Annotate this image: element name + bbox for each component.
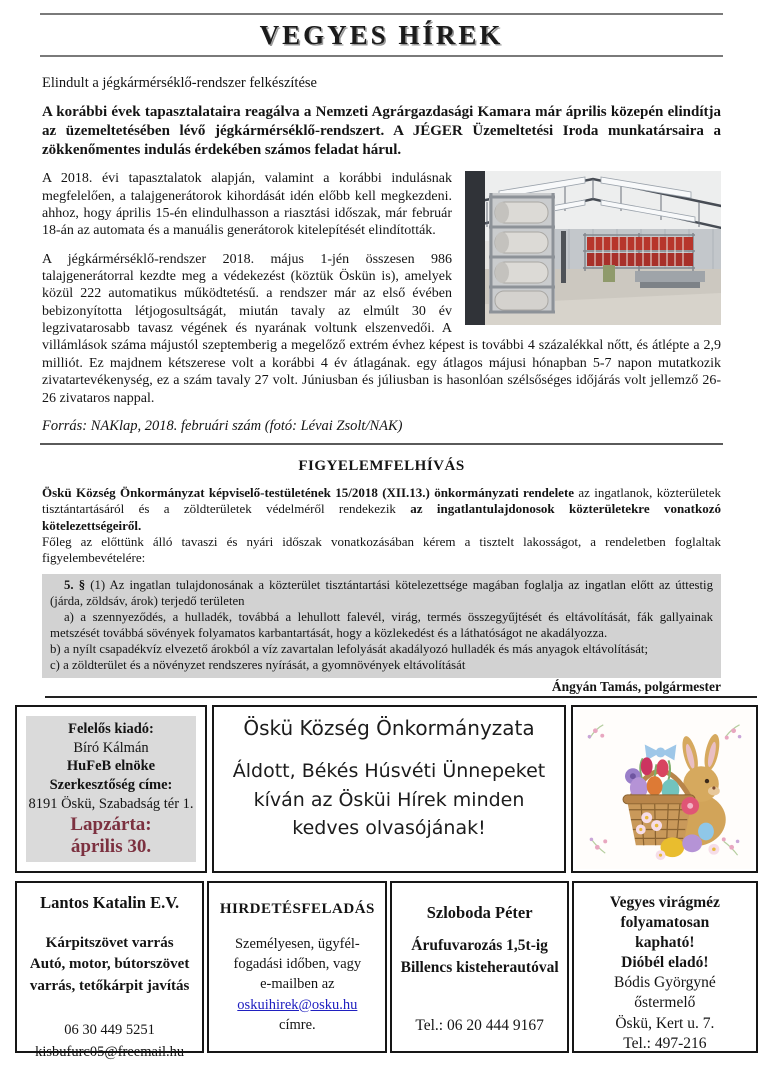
notice-heading: FIGYELEMFELHÍVÁS	[298, 457, 465, 474]
notice-intro	[42, 485, 721, 534]
ad-transport-title: Szloboda Péter	[426, 902, 533, 922]
ad-honey	[572, 881, 758, 1053]
regulation-lead-text: (1) Az ingatlan tulajdonosának a közterület tisztántartási kötelezettsége magában foglalja az ingatlan előtt az úttestig (járda, zöldsáv, árok) terjedő területen	[50, 577, 713, 608]
ad-upholstery-title: Lantos Katalin E.V.	[40, 892, 180, 912]
ad-submission-title: HIRDETÉSFELADÁS	[219, 900, 375, 917]
imprint-box	[15, 705, 207, 873]
ad-upholstery-phone: 06 30 449 5251	[64, 1021, 155, 1038]
title-rule-top	[40, 13, 723, 15]
greeting-line-2: Áldott, Békés Húsvéti Ünnepeket	[232, 759, 546, 782]
ad-submission-line-1: Személyesen, ügyfél-	[234, 935, 360, 952]
easter-bunny-basket-illustration	[571, 705, 758, 873]
notice-section	[42, 485, 721, 695]
article-lead: A korábbi évek tapasztalataira reagálva a Nemzeti Agrárgazdasági Kamara már április közepén elindítja az üzemeltetésében lévő jégkármérséklő-rendszert. A JÉGER Üzemeltetési Iroda munkatársaira a zökkenőmentes indulás érdekében számos feladat hárul.	[42, 104, 721, 158]
ad-honey-line-2: folyamatosan	[620, 913, 710, 931]
ad-upholstery-service-2: Autó, motor, bútorszövet	[29, 956, 190, 973]
regulation-point-c: c) a zöldterület és a növényzet rendszeres nyírását, a gyomnövények eltávolítását	[50, 657, 466, 672]
article-paragraph-2: A jégkármérséklő-rendszer 2018. május 1-jén összesen 986 talajgenerátorral kezdte meg a védekezést (köztük Öskün is), amelyek közül 222 automatikus működtetésű. a rendszer már az első évében bebizonyította létjogosultságát, miután tavaly az elmúlt 30 év legzivatarosabb tavasz végének és nyarának voltunk elszenvedői. A villámlások száma májustól szeptemberig a megelőző extrém évhez képest is további 4 százalékkal nőtt, és átlépte a 2,9 milliót. Ez majdnem kétszerese volt a korábbi 4 év átlagának. egy átlagos májusi hónapban 5-7 napon mutatkozik zivatartevékenység, ez a szám tavaly 27 volt. Júniusban és júliusban is hasonlóan szélsőséges időjárás volt jellemző 26-26 zivataros nappal.	[42, 251, 721, 406]
warehouse-photo	[465, 171, 721, 325]
regulation-section-number: 5. §	[64, 577, 86, 592]
article-divider	[40, 443, 723, 445]
ad-submission-line-2: fogadási időben, vagy	[233, 956, 362, 972]
ad-upholstery	[15, 881, 204, 1060]
regulation-paragraph-lead	[50, 578, 713, 610]
regulation-point-b: b) a nyílt csapadékvíz elvezető árokból a víz zavartalan lefolyását akadályozó hulladék és más anyagok eltávolítását;	[50, 641, 649, 656]
ad-honey-line-7: Öskü, Kert u. 7.	[615, 1014, 715, 1032]
ad-submission	[207, 881, 387, 1053]
notice-intro-bold-2: az ingatlantulajdonosok közterületekre vonatkozó kötelezettségeiről.	[42, 501, 721, 533]
ad-upholstery-service-1: Kárpitszövet varrás	[45, 934, 174, 951]
imprint-editorial-label: Szerkesztőség címe:	[49, 777, 173, 794]
signature-divider	[45, 696, 757, 698]
title-rule-bottom	[40, 55, 723, 57]
ad-honey-line-3: kapható!	[635, 933, 695, 951]
ad-upholstery-service-3: varrás, tetőkárpit javítás	[29, 978, 190, 995]
greeting-box	[212, 705, 566, 873]
ad-transport-service-1: Árufuvarozás 1,5t-ig	[411, 936, 548, 954]
ad-transport	[390, 881, 568, 1053]
regulation-excerpt-box	[42, 574, 721, 678]
ad-honey-line-4: Dióbél eladó!	[621, 954, 709, 972]
ad-honey-line-6: őstermelő	[634, 994, 696, 1012]
imprint-publisher: Bíró Kálmán	[73, 739, 149, 756]
mayor-signature: Ángyán Tamás, polgármester	[551, 678, 721, 694]
article-subtitle: Elindult a jégkármérséklő-rendszer felkészítése	[42, 75, 317, 91]
ad-upholstery-email: kisbufurc05@freemail.hu	[35, 1043, 185, 1060]
footer-boxes	[15, 705, 758, 1060]
greeting-line-3: kíván az Ösküi Hírek minden	[253, 788, 525, 811]
imprint-label: Felelős kiadó:	[68, 720, 154, 737]
ad-transport-phone: Tel.: 06 20 444 9167	[415, 1016, 544, 1034]
notice-intro-normal: az ingatlanok, közterületek tisztántartásáról és a zöldterületek védelméről rendekezik	[42, 484, 721, 517]
imprint-inner-panel	[26, 716, 196, 862]
deadline-date: április 30.	[70, 835, 152, 857]
greeting-line-4: kedves olvasójának!	[292, 817, 486, 840]
ad-submission-line-3: e-mailben az	[260, 976, 335, 993]
ad-honey-line-1: Vegyes virágméz	[609, 893, 720, 911]
imprint-address: 8191 Öskü, Szabadság tér 1.	[28, 796, 194, 813]
notice-intro-2: Főleg az előttünk álló tavaszi és nyári időszak vonatkozásában kérem a tisztelt lakosságot, a rendeletben foglaltak figyelembevételére:	[42, 534, 721, 566]
article-body	[42, 170, 721, 407]
ad-honey-line-8: Tel.: 497-216	[623, 1034, 707, 1052]
regulation-point-a: a) a szennyeződés, a hulladék, továbbá a lehullott falevél, virág, termés összegyűjtését és eltávolítását, fák gallyainak metszését továbbá sövények folyamatos karbantartását, hogy a közlekedést és a láthatóságot ne akadályozza.	[50, 609, 713, 640]
article-source: Forrás: NAKlap, 2018. februári szám (fotó: Lévai Zsolt/NAK)	[42, 417, 403, 434]
greeting-line-1: Öskü Község Önkormányzata	[243, 715, 535, 740]
page-title: VEGYES HÍREK	[259, 20, 504, 50]
ad-honey-line-5: Bódis Györgyné	[613, 974, 716, 992]
imprint-role: HuFeB elnöke	[66, 758, 156, 775]
article-paragraph-1: A 2018. évi tapasztalatok alapján, valamint a korábbi indulásnak megfelelően, a talajgenerátorok kihordását idén előbb kell megkezdeni. ahhoz, hogy április 15-én elindulhasson a riasztási időszak, már február 18-án az automata és a manuális generátorok kitelepítését elindították.	[42, 171, 452, 239]
newsletter-email-link[interactable]: oskuihirek@osku.hu	[237, 996, 358, 1013]
notice-intro-bold-1: Öskü Község Önkormányzat képviselő-testületének 15/2018 (XII.13.) önkormányzati rendelete	[42, 484, 575, 500]
article-section	[42, 75, 721, 435]
ad-submission-suffix: címre.	[279, 1016, 316, 1033]
ad-transport-service-2: Billencs kisteherautóval	[400, 959, 559, 977]
deadline-label: Lapzárta:	[70, 813, 152, 835]
